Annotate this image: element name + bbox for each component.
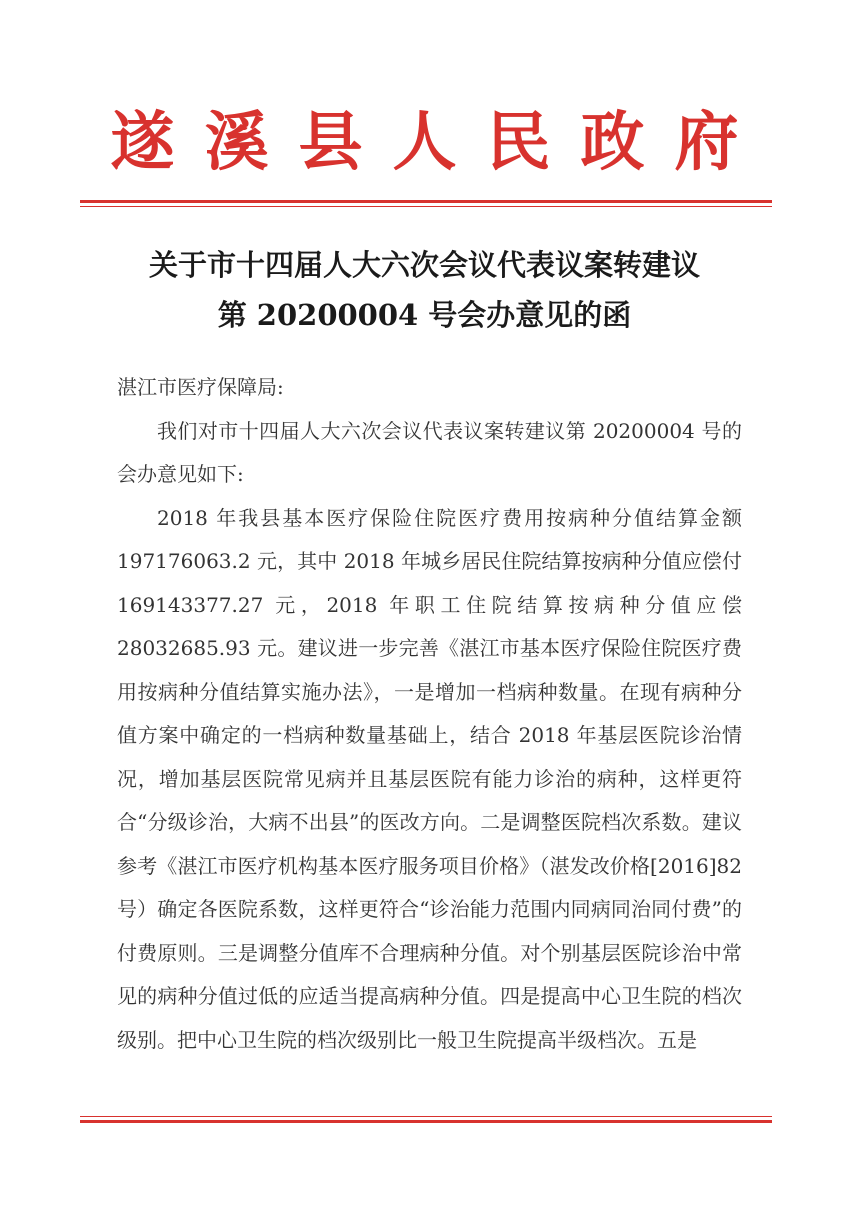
recipient-line: 湛江市医疗保障局: [117,375,284,399]
document-title-line-1: 关于市十四届人大六次会议代表议案转建议 [148,248,700,282]
body-paragraph: 2018 年我县基本医疗保险住院医疗费用按病种分值结算金额 197176063.2 元，其中 2018 年城乡居民住院结算按病种分值应偿付 169143377.27 元，2018 年职工住院结算按病种分值应偿 28032685.93 元。建议进一步完善《湛江市基本医疗保险住院医疗费用按病种分值结算实施办法》，一是增加一档病种数量。在现有病种分值方案中确定的一档病种数量基础上，结合 2018 年基层医院诊治情况，增加基层医院常见病并且基层医院有能力诊治的病种，这样更符合“分级诊治，大病不出县”的医改方向。二是调整医院档次系数。建议参考《湛江市医疗机构基本医疗服务项目价格》（湛发改价格[2016]82 号）确定各医院系数，这样更符合“诊治能力范围内同病同治同付费”的付费原则。三是调整分值库不合理病种分值。对个别基层医院诊治中常见的病种分值过低的应适当提高病种分值。四是提高中心卫生院的档次级别。把中心卫生院的档次级别比一般卫生院提高半级档次。五是 [117,505,742,1052]
document-body [117,366,742,1062]
intro-paragraph: 我们对市十四届人大六次会议代表议案转建议第 20200004 号的会办意见如下: [117,418,742,486]
letterhead-title: 遂溪县人民政府 [110,105,769,180]
letterhead-divider [80,200,772,207]
document-title-line-2: 第 20200004 号会办意见的函 [217,298,632,332]
document-title [60,240,789,340]
footer-divider [80,1116,772,1123]
